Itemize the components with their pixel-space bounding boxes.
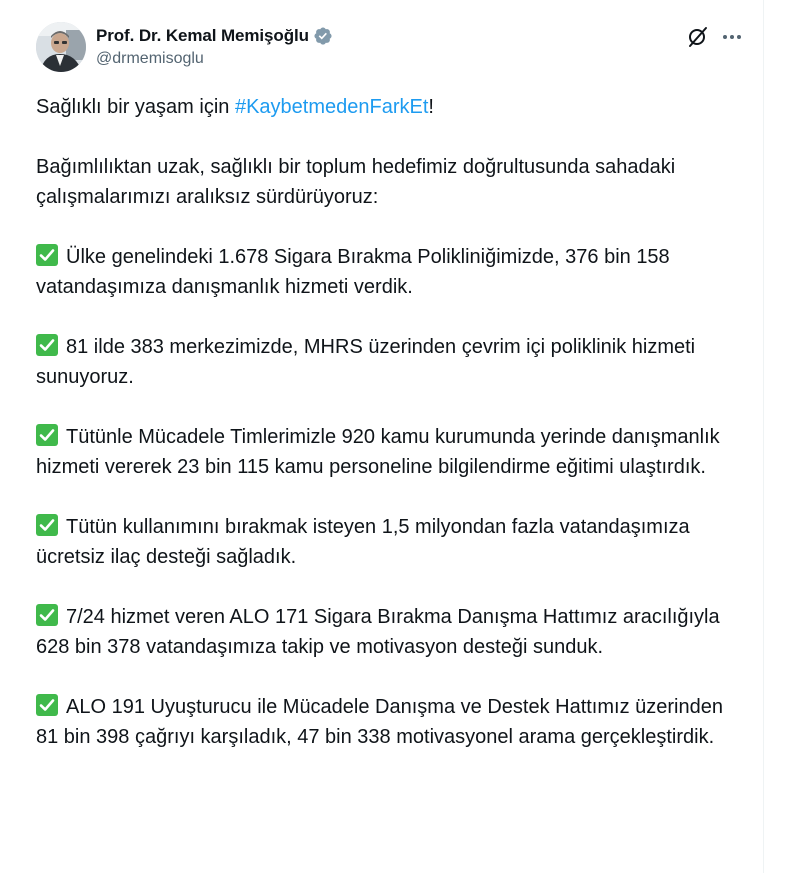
tweet-header [36,22,748,76]
author-block [96,24,333,68]
check-mark-icon [36,514,58,536]
check-mark-icon [36,334,58,356]
list-item [36,512,748,572]
intro-suffix: ! [428,96,434,118]
list-item-text: Tütünle Mücadele Timlerimizle 920 kamu kurumunda yerinde danışmanlık hizmeti vererek 23 bin 115 kamu personeline bilgilendirme eğitimi ulaştırdık. [36,426,720,478]
list-item [36,602,748,662]
more-dots-icon[interactable] [720,25,744,49]
hashtag-link[interactable]: #KaybetmedenFarkEt [234,96,429,118]
list-item-text: Tütün kullanımını bırakmak isteyen 1,5 milyondan fazla vatandaşımıza ücretsiz ilaç desteği sağladık. [36,516,690,568]
check-mark-icon [36,244,58,266]
list-item [36,332,748,392]
check-mark-icon [36,694,58,716]
tweet-paragraph: Bağımlılıktan uzak, sağlıklı bir toplum hedefimiz doğrultusunda sahadaki çalışmalarımızı aralıksız sürdürüyoruz: [36,156,676,208]
list-item [36,242,748,302]
tweet-intro [36,92,748,122]
author-handle[interactable]: @drmemisoglu [96,50,204,67]
tweet-text [36,92,748,782]
list-item-text: 7/24 hizmet veren ALO 171 Sigara Bırakma Danışma Hattımız aracılığıyla 628 bin 378 vatandaşımıza takip ve motivasyon desteği sunduk. [36,606,720,658]
list-item-text: ALO 191 Uyuşturucu ile Mücadele Danışma ve Destek Hattımız üzerinden 81 bin 398 çağrıyı karşıladık, 47 bin 338 motivasyonel arama gerçekleştirdik. [36,696,723,748]
grok-icon[interactable] [686,25,710,49]
list-item-text: Ülke genelindeki 1.678 Sigara Bırakma Polikliniğimizde, 376 bin 158 vatandaşımıza danışmanlık hizmeti verdik. [36,246,670,298]
verified-badge-icon [313,26,333,46]
check-mark-icon [36,604,58,626]
author-display-name[interactable]: Prof. Dr. Kemal Memişoğlu [96,26,309,45]
name-row [96,24,333,48]
list-item [36,692,748,752]
intro-text: Sağlıklı bir yaşam için [36,96,235,118]
list-item-text: 81 ilde 383 merkezimizde, MHRS üzerinden çevrim içi poliklinik hizmeti sunuyoruz. [36,336,696,388]
column-border [763,0,764,873]
avatar[interactable] [36,22,86,72]
list-item [36,422,748,482]
check-mark-icon [36,424,58,446]
